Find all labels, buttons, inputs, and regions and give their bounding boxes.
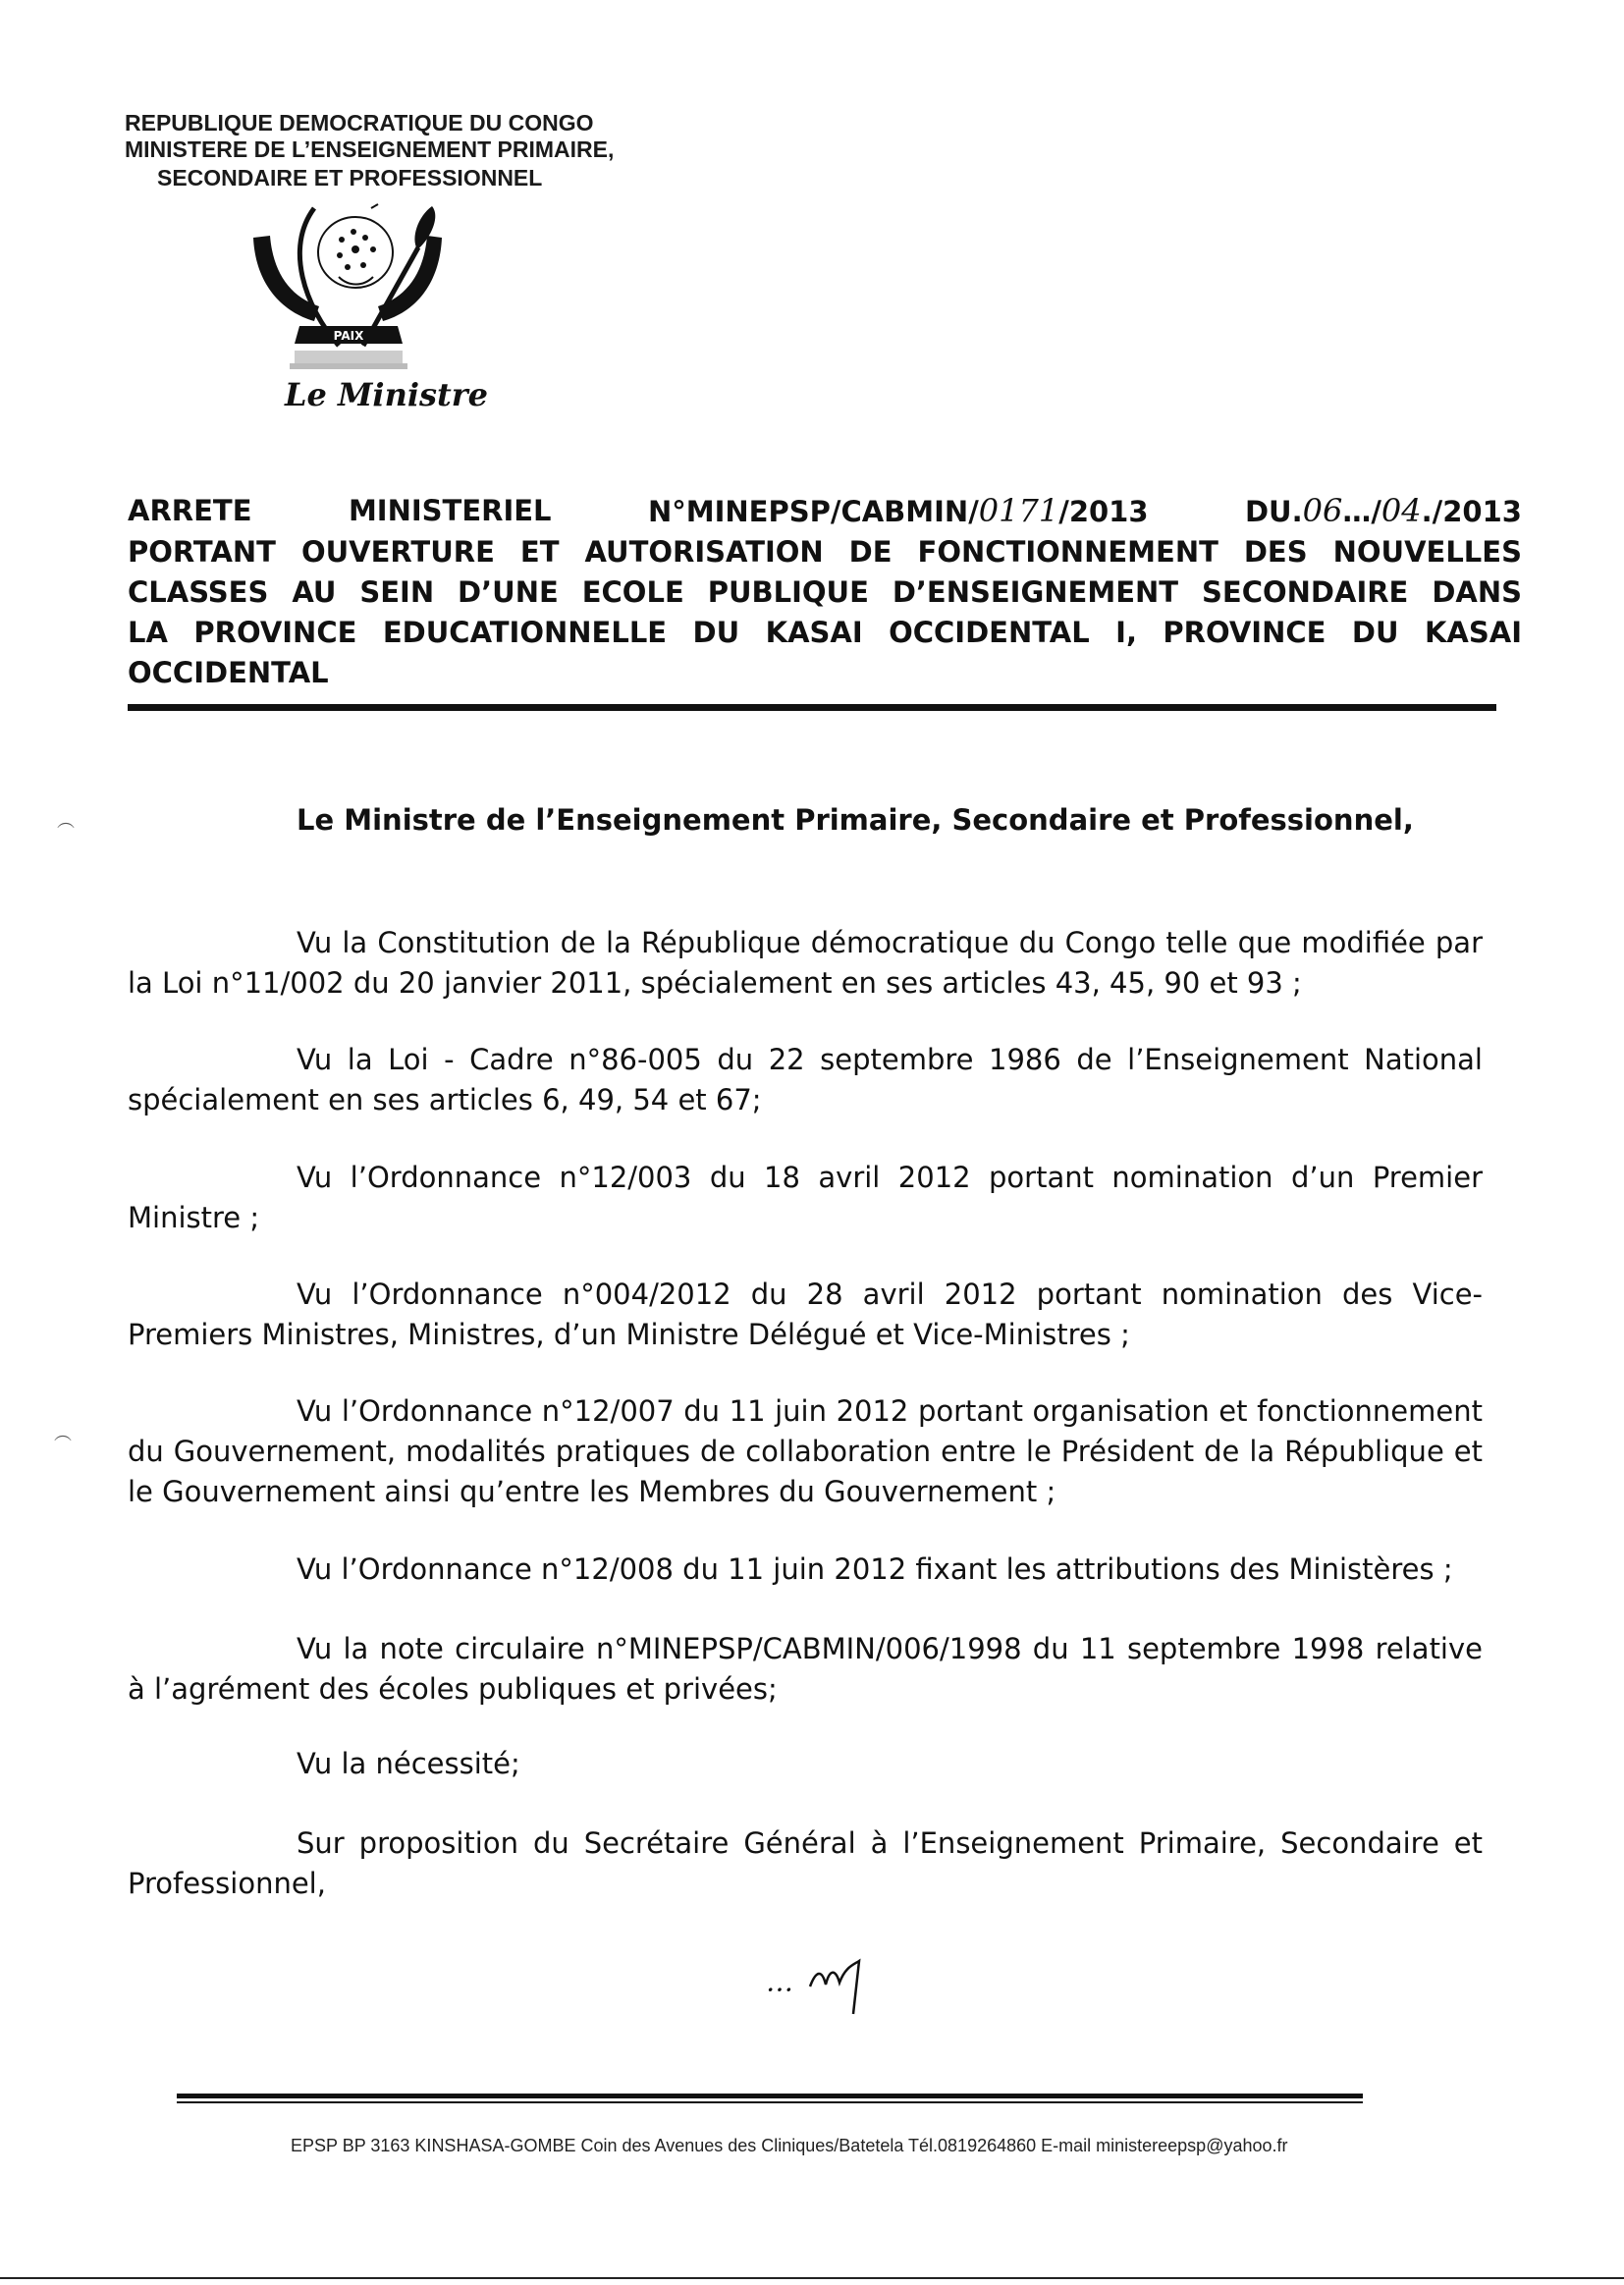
- decree-date: DU.06…/04./2013: [1244, 492, 1522, 529]
- scan-mark-2: ︵: [54, 1424, 72, 1444]
- title-line-5: OCCIDENTAL: [128, 656, 329, 689]
- title-word-ministeriel: MINISTERIEL: [348, 494, 552, 527]
- header-ministry: MINISTERE DE L’ENSEIGNEMENT PRIMAIRE,: [125, 136, 615, 162]
- title-line-4: LA PROVINCE EDUCATIONNELLE DU KASAI OCCIDENTAL I, PROVINCE DU KASAI: [128, 616, 1522, 649]
- paragraph-necessite: Vu la nécessité;: [297, 1747, 520, 1780]
- paragraph-proposition: Sur proposition du Secrétaire Général à l’Enseignement Primaire, Secondaire et Professionnel,: [128, 1826, 1483, 1900]
- paragraph-attributions: Vu l’Ordonnance n°12/008 du 11 juin 2012 fixant les attributions des Ministères ;: [297, 1552, 1453, 1586]
- title-divider: [128, 704, 1496, 711]
- decree-reference: N°MINEPSP/CABMIN/0171/2013: [647, 492, 1149, 529]
- footer-address: EPSP BP 3163 KINSHASA-GOMBE Coin des Avenues des Cliniques/Batetela Tél.0819264860 E-mail ministereepsp@yahoo.fr: [291, 2136, 1288, 2155]
- header-republic: REPUBLIQUE DEMOCRATIQUE DU CONGO: [125, 110, 594, 136]
- paragraph-constitution: Vu la Constitution de la République démocratique du Congo telle que modifiée par la Loi n°11/002 du 20 janvier 2011, spécialement en ses articles 43, 45, 90 et 93 ;: [128, 926, 1483, 1000]
- title-line-2: PORTANT OUVERTURE ET AUTORISATION DE FONCTIONNEMENT DES NOUVELLES: [128, 535, 1522, 569]
- footer-rule-thin: [177, 2101, 1363, 2103]
- paragraph-note-circulaire: Vu la note circulaire n°MINEPSP/CABMIN/006/1998 du 11 septembre 1998 relative à l’agrément des écoles publiques et privées;: [128, 1632, 1483, 1706]
- paragraph-vice-premiers: Vu l’Ordonnance n°004/2012 du 28 avril 2012 portant nomination des Vice-Premiers Ministres, Ministres, d’un Ministre Délégué et Vice-Ministres ;: [128, 1278, 1483, 1351]
- continuation-initials: …: [766, 1949, 871, 2018]
- footer-rule-thick: [177, 2094, 1363, 2098]
- handwritten-month: 04: [1380, 492, 1422, 529]
- minister-heading: Le Ministre de l’Enseignement Primaire, Secondaire et Professionnel,: [297, 803, 1414, 837]
- paragraph-gouvernement: Vu l’Ordonnance n°12/007 du 11 juin 2012 portant organisation et fonctionnement du Gouvernement, modalités pratiques de collaboration entre le Président de la République et le Gouvernement ainsi qu’entre les Membres du Gouvernement ;: [128, 1394, 1483, 1508]
- handwritten-number: 0171: [978, 492, 1059, 529]
- decree-title: [128, 491, 1522, 693]
- paragraph-premier-ministre: Vu l’Ordonnance n°12/003 du 18 avril 2012 portant nomination d’un Premier Ministre ;: [128, 1161, 1483, 1234]
- title-word-arrete: ARRETE: [128, 494, 252, 527]
- header-ministry-cont: SECONDAIRE ET PROFESSIONNEL: [157, 165, 543, 190]
- crest-motto: PAIX: [333, 329, 364, 343]
- scan-mark: ︵: [57, 811, 75, 832]
- paragraph-loi-cadre: Vu la Loi - Cadre n°86-005 du 22 septembre 1986 de l’Enseignement National spécialement en ses articles 6, 49, 54 et 67;: [128, 1043, 1483, 1116]
- title-line-3: CLASSES AU SEIN D’UNE ECOLE PUBLIQUE D’ENSEIGNEMENT SECONDAIRE DANS: [128, 575, 1522, 609]
- coat-of-arms-emblem: [245, 189, 452, 385]
- handwritten-day: 06: [1302, 492, 1343, 529]
- page-bottom-edge: [0, 2277, 1624, 2279]
- signature-title: Le Ministre: [285, 376, 489, 413]
